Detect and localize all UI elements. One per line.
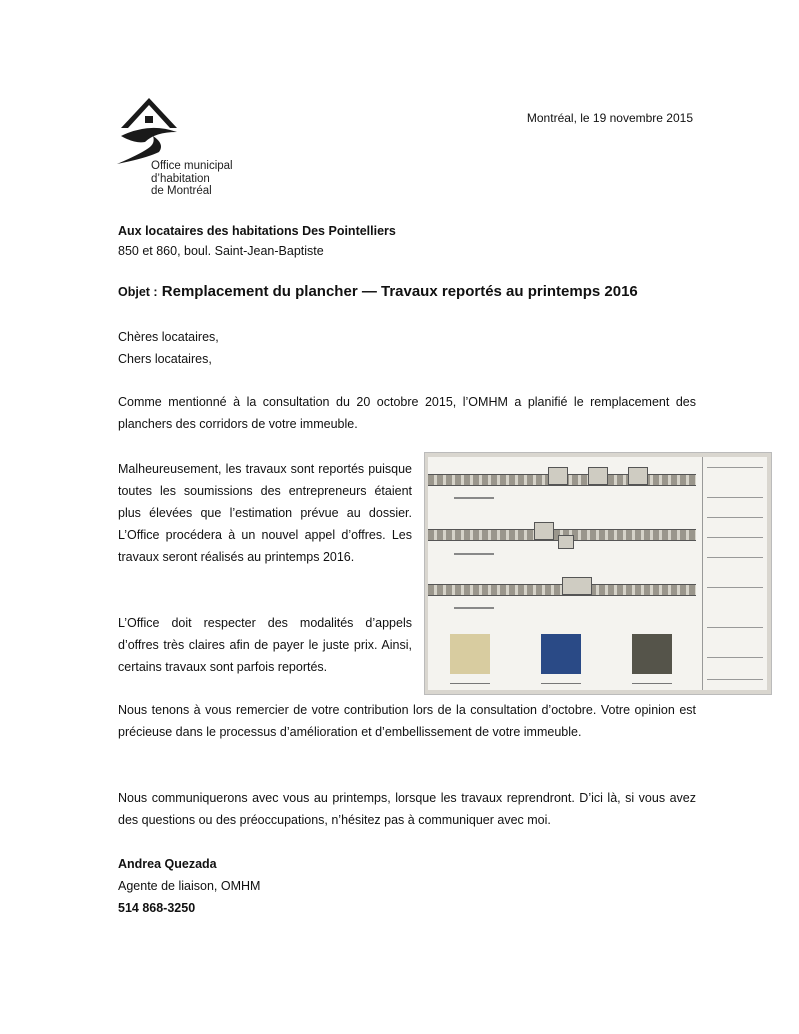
letter-date: Montréal, le 19 novembre 2015 xyxy=(526,111,693,125)
org-line: Office municipal xyxy=(151,160,233,172)
org-line: de Montréal xyxy=(151,185,212,197)
org-name xyxy=(151,160,233,198)
salutation xyxy=(118,326,219,370)
plan-sheet xyxy=(428,457,767,690)
plan-node xyxy=(628,467,648,485)
paragraph-contact: Nous communiquerons avec vous au printemps, lorsque les travaux reprendront. D’ici là, si vous avez des questions ou des préoccupations, n’hésitez pas à communiquer avec moi. xyxy=(118,791,696,827)
org-line: d’habitation xyxy=(151,172,210,185)
plan-node xyxy=(534,522,554,540)
signature-title: Agente de liaison, OMHM xyxy=(118,879,261,893)
omhm-logo xyxy=(115,92,245,204)
paragraph-consultation: Comme mentionné à la consultation du 20 octobre 2015, l’OMHM a planifié le remplacement des planchers des corridors de votre immeuble. xyxy=(118,395,696,431)
recipient-address: 850 et 860, boul. Saint-Jean-Baptiste xyxy=(118,244,324,258)
plan-node xyxy=(588,467,608,485)
floor-plan-photo xyxy=(424,452,772,695)
recipient-block xyxy=(118,221,396,261)
subject-text: Remplacement du plancher — Travaux reportés au printemps 2016 xyxy=(161,283,638,300)
signature-name: Andrea Quezada xyxy=(118,857,217,871)
plan-caption xyxy=(454,607,494,609)
signature-phone: 514 868-3250 xyxy=(118,901,196,915)
paragraph-thanks: Nous tenons à vous remercier de votre contribution lors de la consultation d’octobre. Votre opinion est précieuse dans le processus d’amélioration et d’embellissement de votre immeuble. xyxy=(118,703,696,739)
flooring-sample-grey xyxy=(632,634,672,674)
salutation-line: Chers locataires, xyxy=(118,352,212,366)
paragraph-tender-rules: L’Office doit respecter des modalités d’appels d’offres très claires afin de payer le juste prix. Ainsi, certains travaux sont parfois reportés. xyxy=(118,616,412,674)
sample-label xyxy=(541,677,581,684)
subject-line xyxy=(118,283,718,300)
plan-node xyxy=(562,577,592,595)
plan-node xyxy=(558,535,574,549)
recipient-name: Aux locataires des habitations Des Pointelliers xyxy=(118,224,396,238)
plan-caption xyxy=(454,497,494,499)
plan-caption xyxy=(454,553,494,555)
salutation-line: Chères locataires, xyxy=(118,330,219,344)
sample-label xyxy=(450,677,490,684)
plan-title-block xyxy=(702,457,767,690)
paragraph-postponed: Malheureusement, les travaux sont reportés puisque toutes les soumissions des entrepreneurs étaient plus élevées que l’estimation prévue au dossier. L’Office procédera à un nouvel appel d’offres. Les travaux seront réalisés au printemps 2016. xyxy=(118,462,412,564)
sample-label xyxy=(632,677,672,684)
subject-label: Objet : xyxy=(118,285,158,299)
signature-block xyxy=(118,853,260,919)
flooring-sample-beige xyxy=(450,634,490,674)
plan-node xyxy=(548,467,568,485)
flooring-sample-blue xyxy=(541,634,581,674)
